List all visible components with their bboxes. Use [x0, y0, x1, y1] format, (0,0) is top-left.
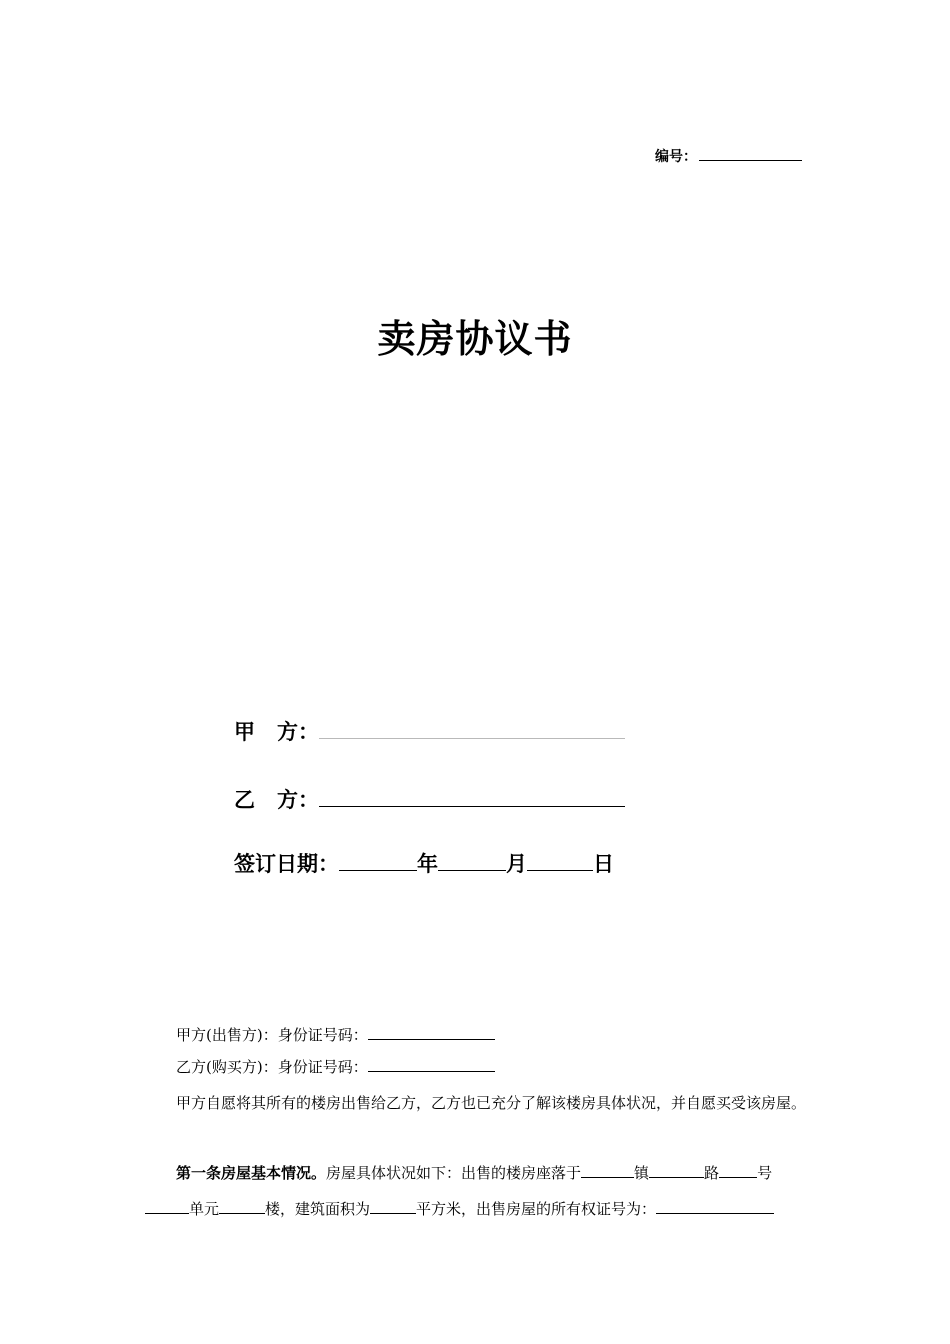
unit-blank[interactable] [145, 1198, 189, 1214]
article-1-text-3: 路 [704, 1164, 720, 1182]
floor-blank[interactable] [219, 1198, 265, 1214]
article-1-text-7: 平方米，出售房屋的所有权证号为： [416, 1200, 657, 1218]
seller-id-blank[interactable] [368, 1024, 495, 1040]
article-1-heading: 第一条房屋基本情况。 [176, 1164, 327, 1182]
party-b-label-suffix: 方： [277, 788, 319, 812]
article-1-text-6: 楼，建筑面积为 [265, 1200, 371, 1218]
serial-number [655, 146, 802, 166]
signing-date-label: 签订日期： [234, 852, 339, 876]
seller-id-line [145, 1020, 807, 1050]
party-a-line [234, 716, 625, 746]
buyer-id-label: 乙方(购买方)：身份证号码： [176, 1058, 368, 1076]
article-1-text-5: 单元 [189, 1200, 220, 1218]
document-title: 卖房协议书 [377, 317, 573, 361]
party-b-line [234, 784, 625, 814]
year-label: 年 [417, 852, 438, 876]
article-1-text-2: 镇 [634, 1164, 650, 1182]
article-1-text-1: 房屋具体状况如下：出售的楼房座落于 [326, 1164, 582, 1182]
buyer-id-blank[interactable] [368, 1056, 495, 1072]
buyer-id-line [145, 1052, 807, 1082]
area-blank[interactable] [370, 1198, 416, 1214]
road-blank[interactable] [649, 1162, 704, 1178]
day-label: 日 [593, 852, 614, 876]
month-blank[interactable] [438, 848, 506, 871]
party-b-label-char: 乙 [234, 788, 255, 812]
party-b-blank[interactable] [319, 784, 625, 807]
article-1-text-4: 号 [757, 1164, 773, 1182]
intro-paragraph: 甲方自愿将其所有的楼房出售给乙方，乙方也已充分了解该楼房具体状况，并自愿买受该房屋。 [176, 1094, 807, 1112]
number-blank[interactable] [719, 1162, 757, 1178]
town-blank[interactable] [581, 1162, 634, 1178]
signing-date-line [234, 848, 614, 878]
year-blank[interactable] [339, 848, 417, 871]
serial-blank[interactable] [699, 146, 802, 161]
article-1-paragraph [145, 1155, 807, 1227]
party-a-blank[interactable] [319, 716, 625, 739]
month-label: 月 [506, 852, 527, 876]
party-a-label-char: 甲 [234, 720, 255, 744]
certificate-blank[interactable] [656, 1198, 774, 1214]
day-blank[interactable] [527, 848, 593, 871]
seller-id-label: 甲方(出售方)：身份证号码： [176, 1026, 368, 1044]
serial-label: 编号： [655, 149, 697, 165]
party-a-label-suffix: 方： [277, 720, 319, 744]
